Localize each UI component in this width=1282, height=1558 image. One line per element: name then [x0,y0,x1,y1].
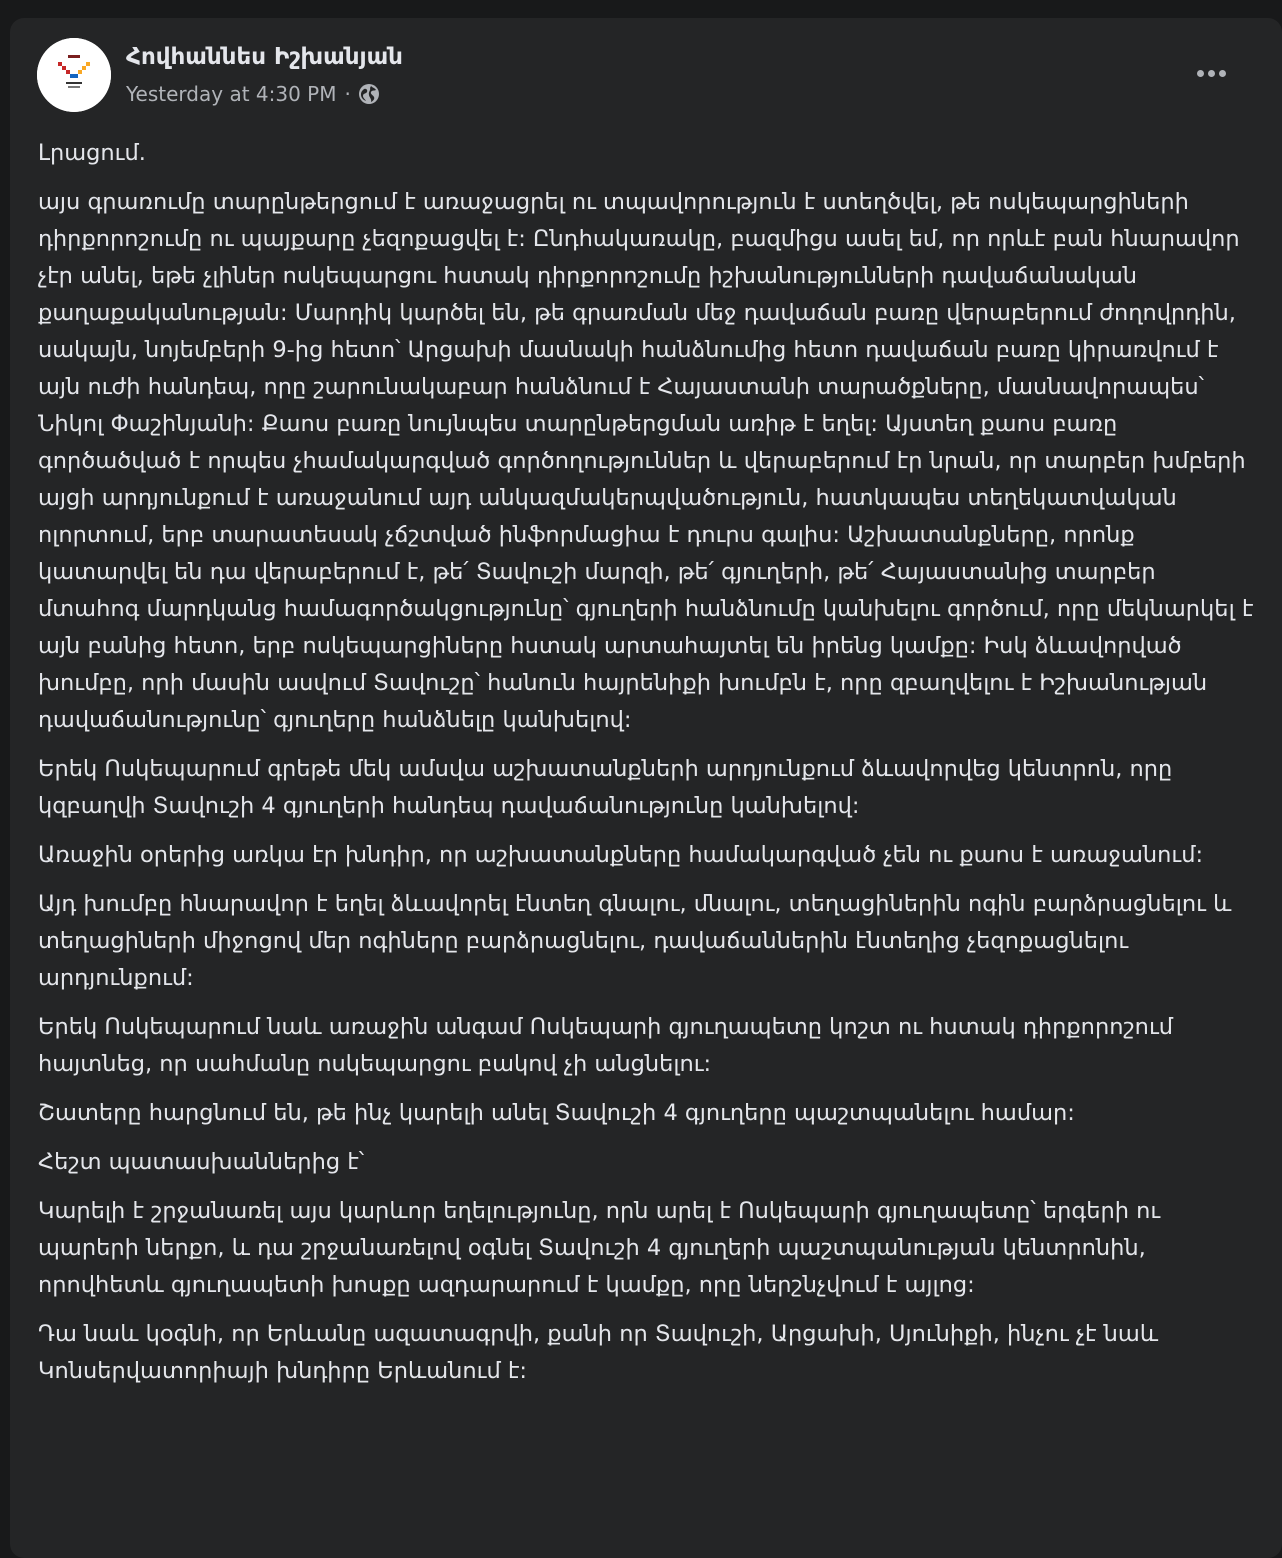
post-meta [126,82,380,106]
post-paragraph: Այդ խումբը հնարավոր է եղել ձևավորել էնտեղ գնալու, մնալու, տեղացիներին ոգին բարձրացնելու և տեղացիների միջոցով մեր ոգիները բարձրացնելու, դավաճաններին էնտեղից չեզոքացնելու արդյունքում: [38,891,1232,991]
post-paragraph: Հեշտ պատասխաններից է՝ [38,1149,365,1175]
post-paragraph: այս գրառումը տարընթերցում է առաջացրել ու տպավորություն է ստեղծվել, թե ոսկեպարցիների դիրքորոշումը ու պայքարը չեզոքացվել է: Ընդհակառակը, բազմիցս ասել եմ, որ որևէ բան հնարավոր չէր անել, եթե չլիներ ոսկեպարցու հստակ դիրքորոշումը իշխանությունների դավաճանական քաղաքականության: Մարդիկ կարծել են, թե գրառման մեջ դավաճան բառը վերաբերում ժողովրդին, սակայն, նոյեմբերի 9-ից հետո՝ Արցախի մասնակի հանձնումից հետո դավաճան բառը կիրառվում է այն ուժի հանդեպ, որը շարունակաբար հանձնում է Հայաստանի տարածքները, մասնավորապես՝ Նիկոլ Փաշինյանի: Քաոս բառը նույնպես տարընթերցման առիթ է եղել: Այստեղ քաոս բառը գործածված է որպես չհամակարգված գործողություններ և վերաբերում էր նրան, որ տարբեր խմբերի այցի արդյունքում է առաջանում այդ անկազմակերպվածություն, հատկապես տեղեկատվական ոլորտում, երբ տարատեսակ չճշտված ինֆորմացիա է դուրս գալիս: Աշխատանքները, որոնք կատարվել են դա վերաբերում է, թե՛ Տավուշի մարզի, թե՛ գյուղերի, թե՛ Հայաստանից տարբեր մտահոգ մարդկանց համագործակցությունը՝ գյուղերի հանձնումը կանխելու գործում, որը մեկնարկել է այն բանից հետո, երբ ոսկեպարցիները հստակ արտահայտել են իրենց կամքը: Իսկ ձևավորված խումբը, որի մասին ասվում Տավուշը՝ հանուն հայրենիքի խումբն է, որը զբաղվելու է Իշխանության դավաճանությունը՝ գյուղերը հանձնելը կանխելով: [38,189,1254,733]
post-paragraph: Կարելի է շրջանառել այս կարևոր եղելությունը, որն արել է Ոսկեպարի գյուղապետը՝ երգերի ու պարերի ներքո, և դա շրջանառելով օգնել Տավուշի 4 գյուղերի պաշտպանության կենտրոնին, որովհետև գյուղապետի խոսքը ազդարարում է կամքը, որը ներշնչվում է այլոց: [38,1198,1161,1298]
post-paragraph: Լրացում. [38,140,146,166]
author-name[interactable]: Հովհաննես Իշխանյան [126,44,403,70]
post-paragraph: Երեկ Ոսկեպարում գրեթե մեկ ամսվա աշխատանքների արդյունքում ձևավորվեց կենտրոն, որը կզբաղվի Տավուշի 4 գյուղերի հանդեպ դավաճանությունը կանխելով: [38,756,1173,819]
post-paragraph: Երեկ Ոսկեպարում նաև առաջին անգամ Ոսկեպարի գյուղապետը կոշտ ու հստակ դիրքորոշում հայտնեց, որ սահմանը ոսկեպարցու բակով չի անցնելու: [38,1014,1173,1077]
more-options-icon[interactable] [1194,60,1230,84]
post-timestamp[interactable]: Yesterday at 4:30 PM [126,82,337,106]
post-paragraph: Շատերը հարցնում են, թե ինչ կարելի անել Տավուշի 4 գյուղերը պաշտպանելու համար: [38,1100,1075,1126]
post-paragraph: Դա նաև կօգնի, որ Երևանը ազատագրվի, քանի որ Տավուշի, Արցախի, Սյունիքի, ինչու չէ նաև Կոնսերվատորիայի խնդիրը Երևանում է: [38,1321,1159,1384]
post-text [38,135,1256,1402]
post-card [10,18,1282,1558]
post-header [10,18,1282,118]
avatar[interactable] [37,38,111,112]
organization-logo-icon [37,38,111,112]
post-paragraph: Առաջին օրերից առկա էր խնդիր, որ աշխատանքները համակարգված չեն ու քաոս է առաջանում: [38,842,1204,868]
globe-icon[interactable] [358,83,380,105]
meta-separator: · [344,82,351,106]
